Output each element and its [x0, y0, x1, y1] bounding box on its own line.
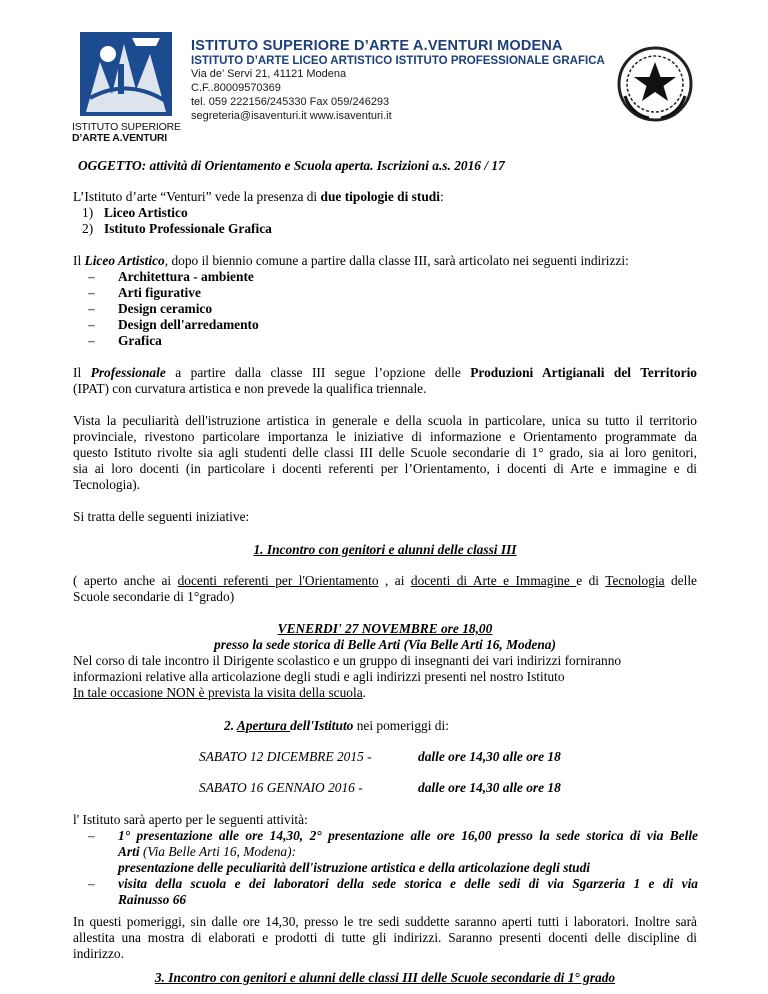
liceo-item-3: Design ceramico	[118, 301, 213, 316]
vista-line4: sia ai loro docenti (in particolare i docenti referenti per l’Orientamento, i docenti di Arte e immagine e di	[73, 461, 697, 476]
logo-caption	[72, 122, 181, 144]
section1-aperto-line1	[73, 573, 697, 589]
aperto-u1: docenti referenti per l'Orientamento	[177, 573, 379, 588]
intro-pre: L’Istituto d’arte “Venturi” vede la presenza di	[73, 189, 321, 204]
vista-line3: questo Istituto rivolte sia agli studenti delle classi III delle Scuole secondarie di 1° grado, sia ai loro genitori,	[73, 445, 697, 460]
republic-emblem	[615, 44, 695, 124]
school-logo	[72, 24, 182, 144]
intro-item-1: Liceo Artistico	[104, 205, 188, 220]
section2-date1-time: dalle ore 14,30 alle ore 18	[418, 749, 561, 764]
liceo-text	[73, 253, 697, 269]
school-logo-icon	[72, 24, 182, 122]
intro-item-number-2: 2)	[82, 221, 94, 236]
prof-bi: Professionale	[90, 365, 166, 380]
aperto-u3: Tecnologia	[605, 573, 665, 588]
liceo-item-4: Design dell'arredamento	[118, 317, 259, 332]
intro-item-2: Istituto Professionale Grafica	[104, 221, 272, 236]
section2-intro: l' Istituto sarà aperto per le seguenti attività:	[73, 812, 308, 827]
star-emblem-icon	[615, 44, 695, 124]
section2-para1: In questi pomeriggi, sin dalle ore 14,30, presso le tre sedi suddette saranno aperti tutti i laboratori. Inoltre sarà	[73, 914, 697, 929]
section1-desc3	[73, 685, 697, 701]
dash-3: –	[88, 301, 95, 316]
logo-caption-line1: ISTITUTO SUPERIORE	[72, 121, 181, 133]
act2-line2: Rainusso 66	[118, 892, 187, 907]
email-line: segreteria@isaventuri.it www.isaventuri.it	[191, 110, 392, 122]
section2-para2: allestita una mostra di elaborati e prodotti di tutte gli indirizzi. Saranno presenti docenti delle discipline di	[73, 930, 697, 945]
section2-date1-day: SABATO 12 DICEMBRE 2015 -	[199, 749, 372, 764]
professionale-line1	[73, 365, 697, 381]
act-dash-1: –	[88, 828, 95, 843]
vista-line5: Tecnologia).	[73, 477, 141, 492]
liceo-item-1: Architettura - ambiente	[118, 269, 254, 284]
act2-line1: visita della scuola e dei laboratori della sede storica e delle sedi di via Sgarzeria 1 e di via	[118, 876, 698, 891]
letterhead	[191, 38, 605, 123]
institute-title: ISTITUTO SUPERIORE D’ARTE A.VENTURI MODENA	[191, 38, 563, 54]
act1-line3: presentazione delle peculiarità dell'istruzione artistica e della articolazione degli studi	[118, 860, 591, 875]
section1-aperto-line2: Scuole secondarie di 1°grado)	[73, 589, 235, 604]
address-line: Via de’ Servi 21, 41121 Modena	[191, 68, 347, 80]
prof-bold: Produzioni Artigianali del Territorio	[470, 365, 697, 380]
act1-line2-i: (Via Belle Arti 16, Modena):	[139, 844, 297, 859]
institute-subtitle: ISTITUTO D’ARTE LICEO ARTISTICO ISTITUTO PROFESSIONALE GRAFICA	[191, 55, 605, 67]
act1-line2-b: Arti	[118, 844, 140, 859]
section2-rest: nei pomeriggi di:	[353, 718, 449, 733]
section2-para3: indirizzo.	[73, 946, 124, 961]
section1-desc2: informazioni relative alla articolazione degli studi e agli indirizzi presenti nel nostro Istituto	[73, 669, 565, 684]
section1-date: VENERDI' 27 NOVEMBRE ore 18,00	[277, 621, 493, 636]
section2-heading	[224, 718, 449, 734]
aperto-3: e di	[576, 573, 606, 588]
subject-line: OGGETTO: attività di Orientamento e Scuola aperta. Iscrizioni a.s. 2016 / 17	[78, 158, 505, 173]
aperto-1: ( aperto anche ai	[73, 573, 178, 588]
section1-desc1: Nel corso di tale incontro il Dirigente scolastico e un gruppo di insegnanti dei vari indirizzi forniranno	[73, 653, 622, 668]
section3-heading: 3. Incontro con genitori e alunni delle classi III delle Scuole secondarie di 1° grado	[154, 970, 616, 985]
phone-line: tel. 059 222156/245330 Fax 059/246293	[191, 96, 390, 108]
act1-line1: 1° presentazione alle ore 14,30, 2° presentazione alle ore 16,00 presso la sede storica di via Belle	[118, 828, 698, 843]
professionale-line2: (IPAT) con curvatura artistica e non prevede la qualifica triennale.	[73, 381, 427, 396]
section1-heading: 1. Incontro con genitori e alunni delle classi III	[253, 542, 517, 557]
act1-line2	[118, 844, 296, 860]
liceo-post: , dopo il biennio comune a partire dalla classe III, sarà articolato nei seguenti indirizzi:	[164, 253, 629, 268]
section2-date2-time: dalle ore 14,30 alle ore 18	[418, 780, 561, 795]
aperto-u2: docenti di Arte e Immagine	[410, 573, 577, 588]
vista-line1: Vista la peculiarità dell'istruzione artistica in generale e della scuola in particolare, unica su tutto il territorio	[73, 413, 697, 428]
liceo-pre: Il	[73, 253, 85, 268]
section2-date2-day: SABATO 16 GENNAIO 2016 -	[199, 780, 363, 795]
vista-line2: provinciale, rivestono particolare importanza le iniziative di informazione e Orientamento programmate da	[73, 429, 697, 444]
si-tratta: Si tratta delle seguenti iniziative:	[73, 509, 250, 524]
act-dash-2: –	[88, 876, 95, 891]
logo-caption-line2: D’ARTE A.VENTURI	[72, 132, 167, 144]
prof-b: a partire dalla classe III segue l’opzione delle	[165, 365, 471, 380]
aperto-4: delle	[664, 573, 697, 588]
cf-line: C.F..80009570369	[191, 82, 281, 94]
dash-1: –	[88, 269, 95, 284]
liceo-item-5: Grafica	[118, 333, 162, 348]
intro-post: :	[439, 189, 444, 204]
section1-desc3-u: In tale occasione NON è prevista la visita della scuola	[73, 685, 363, 700]
intro-bold: due tipologie di studi	[320, 189, 440, 204]
dash-4: –	[88, 317, 95, 332]
intro-item-number-1: 1)	[82, 205, 94, 220]
section2-num: 2.	[224, 718, 237, 733]
aperto-2: , ai	[378, 573, 411, 588]
prof-a: Il	[73, 365, 91, 380]
liceo-bi: Liceo Artistico	[84, 253, 165, 268]
section2-b: dell'Istituto	[290, 718, 354, 733]
intro-text	[73, 189, 697, 205]
liceo-item-2: Arti figurative	[118, 285, 201, 300]
dash-5: –	[88, 333, 95, 348]
section1-desc3-end: .	[362, 685, 367, 700]
section2-u: Apertura	[236, 718, 291, 733]
section1-place: presso la sede storica di Belle Arti (Via Belle Arti 16, Modena)	[214, 637, 556, 652]
dash-2: –	[88, 285, 95, 300]
